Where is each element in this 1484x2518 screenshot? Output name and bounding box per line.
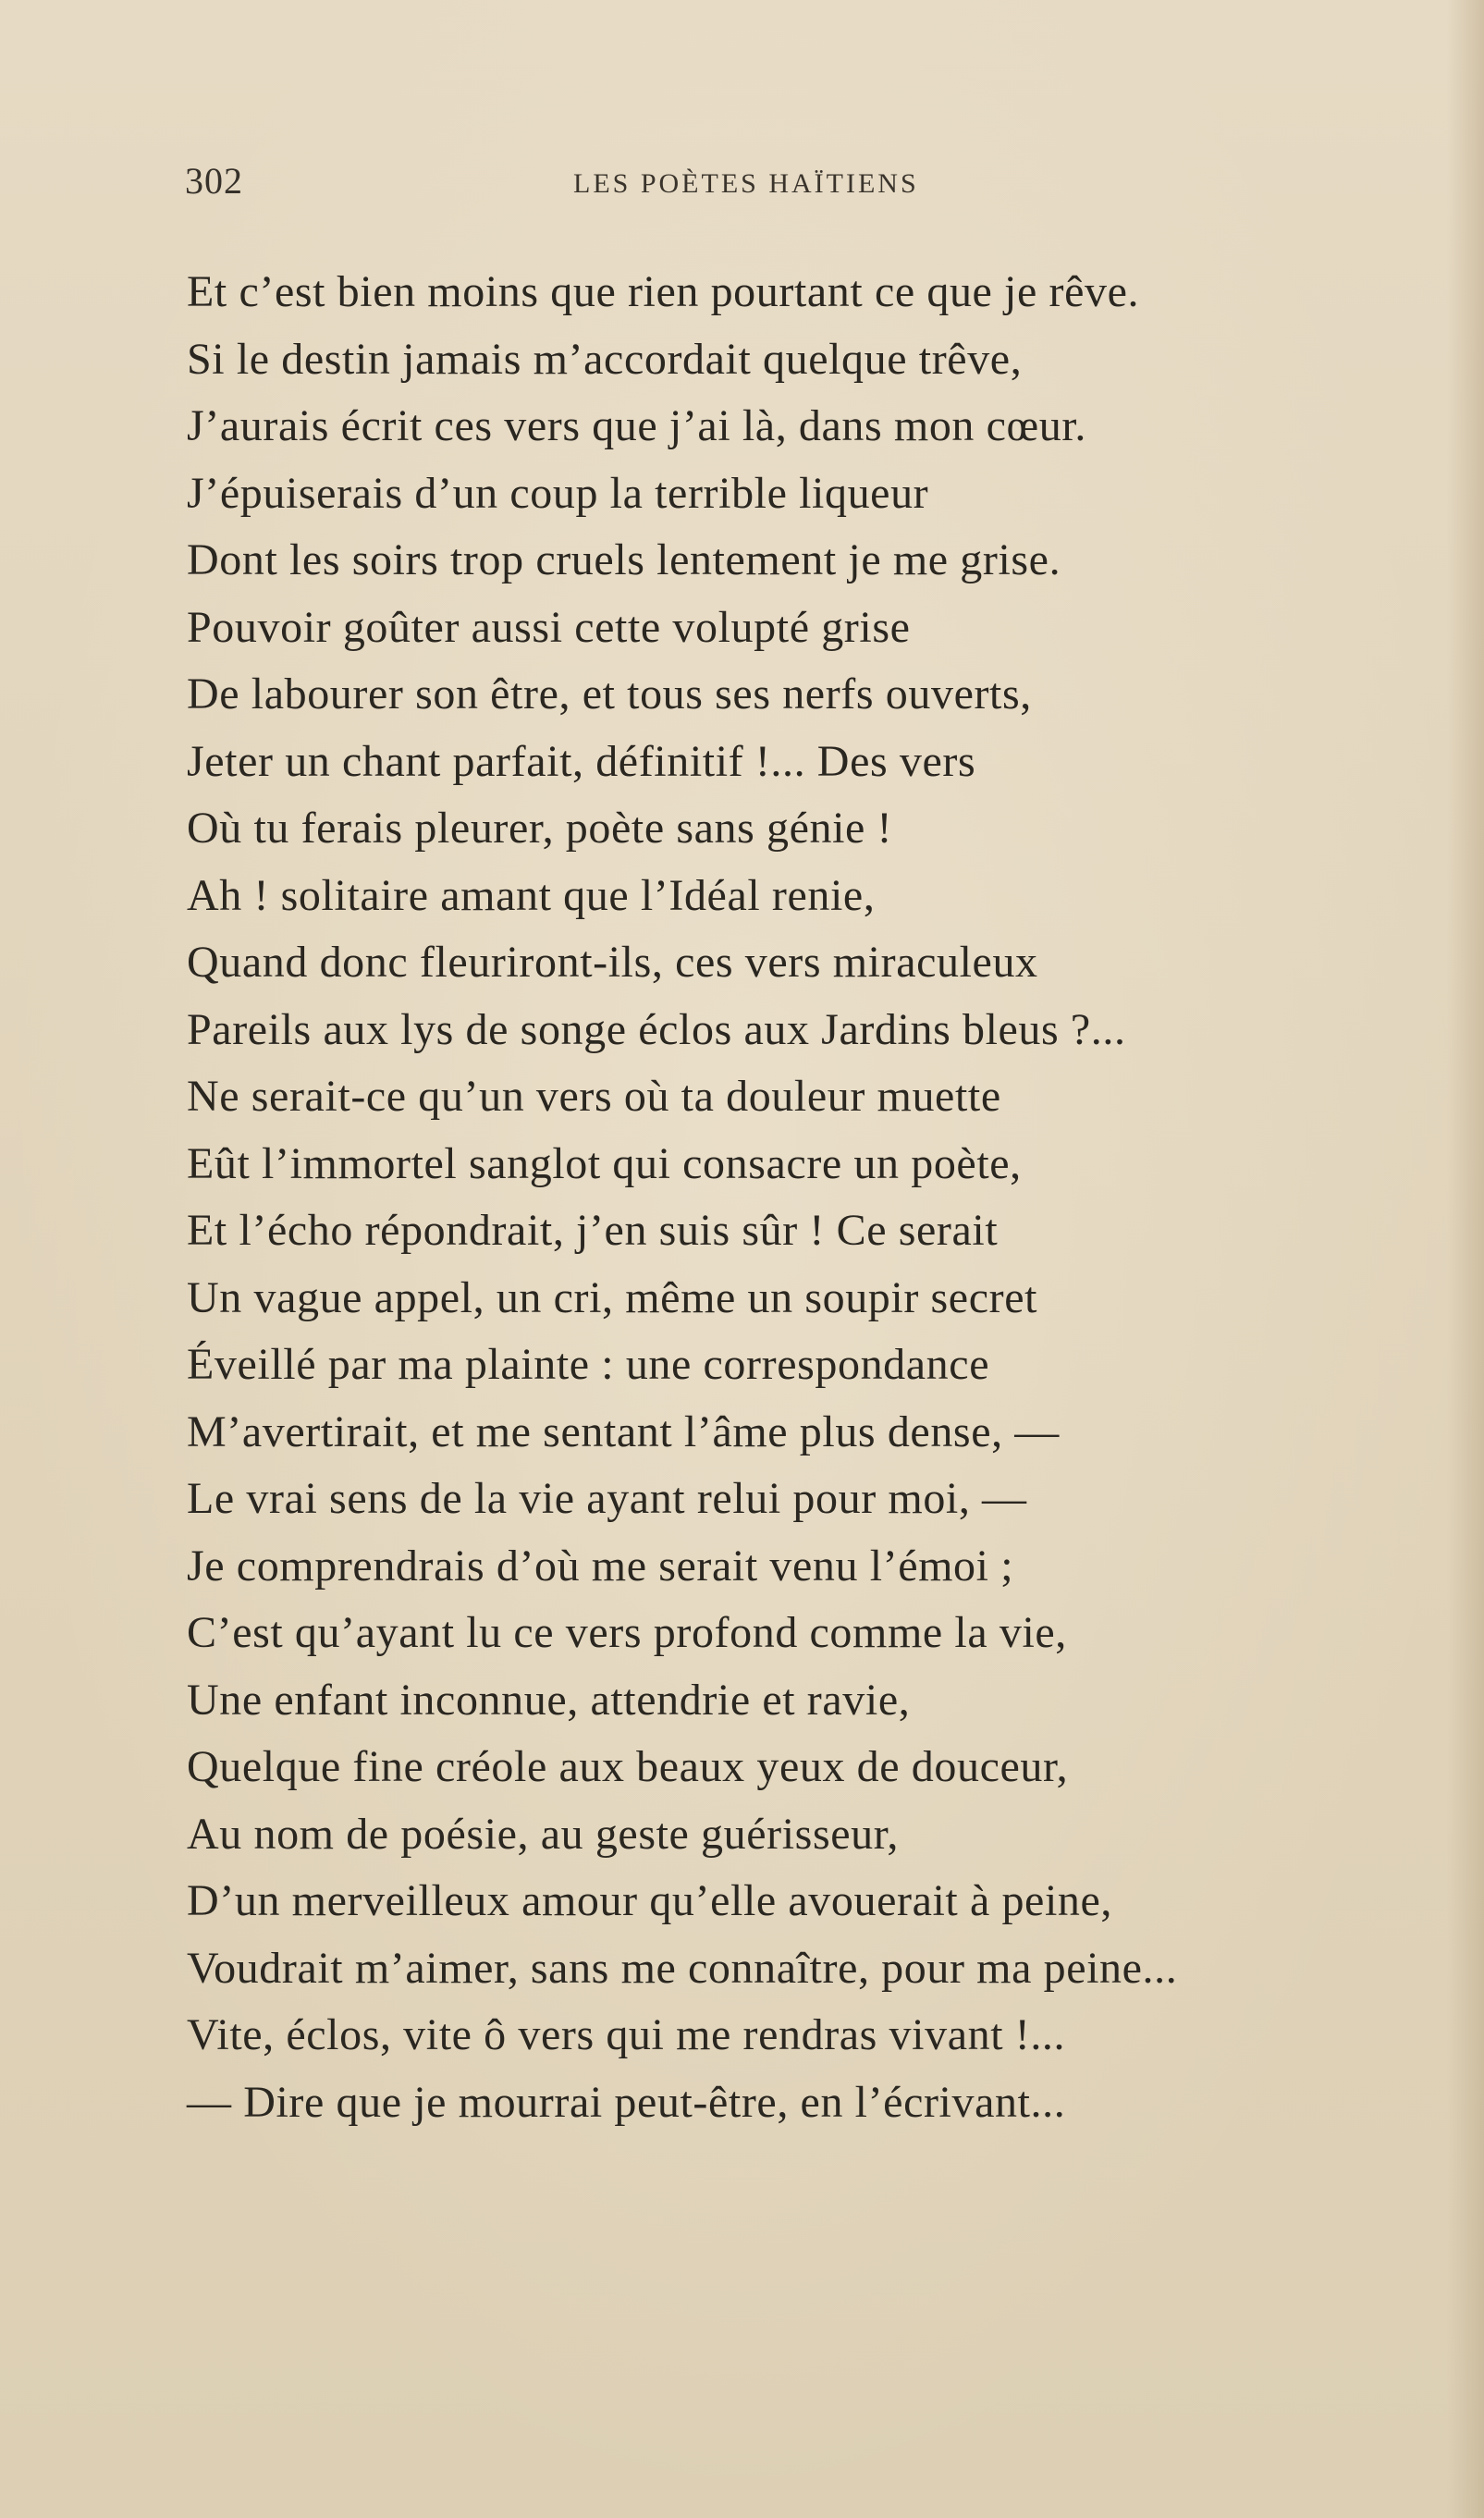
verse-line: Un vague appel, un cri, même un soupir secret xyxy=(187,1272,1038,1322)
poem-text xyxy=(187,259,1444,2136)
verse-line: Le vrai sens de la vie ayant relui pour moi, — xyxy=(187,1474,1027,1523)
verse-line: Quelque fine créole aux beaux yeux de douceur, xyxy=(187,1742,1069,1791)
verse-line: J’aurais écrit ces vers que j’ai là, dans mon cœur. xyxy=(187,401,1086,450)
verse-line: De labourer son être, et tous ses nerfs ouverts, xyxy=(187,669,1032,719)
verse-line: Une enfant inconnue, attendrie et ravie, xyxy=(187,1675,911,1725)
verse-line: Dont les soirs trop cruels lentement je me grise. xyxy=(187,535,1061,584)
verse-line: Pouvoir goûter aussi cette volupté grise xyxy=(187,602,911,652)
verse-line: Je comprendrais d’où me serait venu l’émoi ; xyxy=(187,1541,1014,1591)
verse-line: D’un merveilleux amour qu’elle avouerait à peine, xyxy=(187,1876,1113,1925)
verse-line: Ne serait-ce qu’un vers où ta douleur muette xyxy=(187,1072,1001,1121)
verse-line: Où tu ferais pleurer, poète sans génie ! xyxy=(187,804,893,853)
running-title: LES POÈTES HAÏTIENS xyxy=(573,168,919,199)
verse-line: Éveillé par ma plainte : une correspondance xyxy=(187,1340,990,1389)
verse-line: Eût l’immortel sanglot qui consacre un poète, xyxy=(187,1138,1022,1188)
verse-line: Si le destin jamais m’accordait quelque trêve, xyxy=(187,334,1023,384)
verse-line: Vite, éclos, vite ô vers qui me rendras vivant !... xyxy=(187,2010,1066,2059)
verse-line: Quand donc fleuriront-ils, ces vers miraculeux xyxy=(187,938,1038,987)
verse-line: C’est qu’ayant lu ce vers profond comme la vie, xyxy=(187,1608,1067,1657)
page-header xyxy=(185,159,1017,215)
verse-line: M’avertirait, et me sentant l’âme plus dense, — xyxy=(187,1406,1060,1456)
verse-line: Et l’écho répondrait, j’en suis sûr ! Ce serait xyxy=(187,1206,999,1255)
verse-line: Pareils aux lys de songe éclos aux Jardins bleus ?... xyxy=(187,1004,1126,1054)
verse-line: Jeter un chant parfait, définitif !... Des vers xyxy=(187,736,976,786)
page-number: 302 xyxy=(185,160,243,202)
verse-line: Voudrait m’aimer, sans me connaître, pour ma peine... xyxy=(187,1943,1178,1993)
verse-line: J’épuiserais d’un coup la terrible liqueur xyxy=(187,468,929,518)
verse-line: — Dire que je mourrai peut-être, en l’écrivant... xyxy=(187,2077,1066,2127)
verse-line: Au nom de poésie, au geste guérisseur, xyxy=(187,1809,900,1859)
verse-line: Et c’est bien moins que rien pourtant ce que je rêve. xyxy=(187,267,1140,316)
verse-line: Ah ! solitaire amant que l’Idéal renie, xyxy=(187,870,876,920)
